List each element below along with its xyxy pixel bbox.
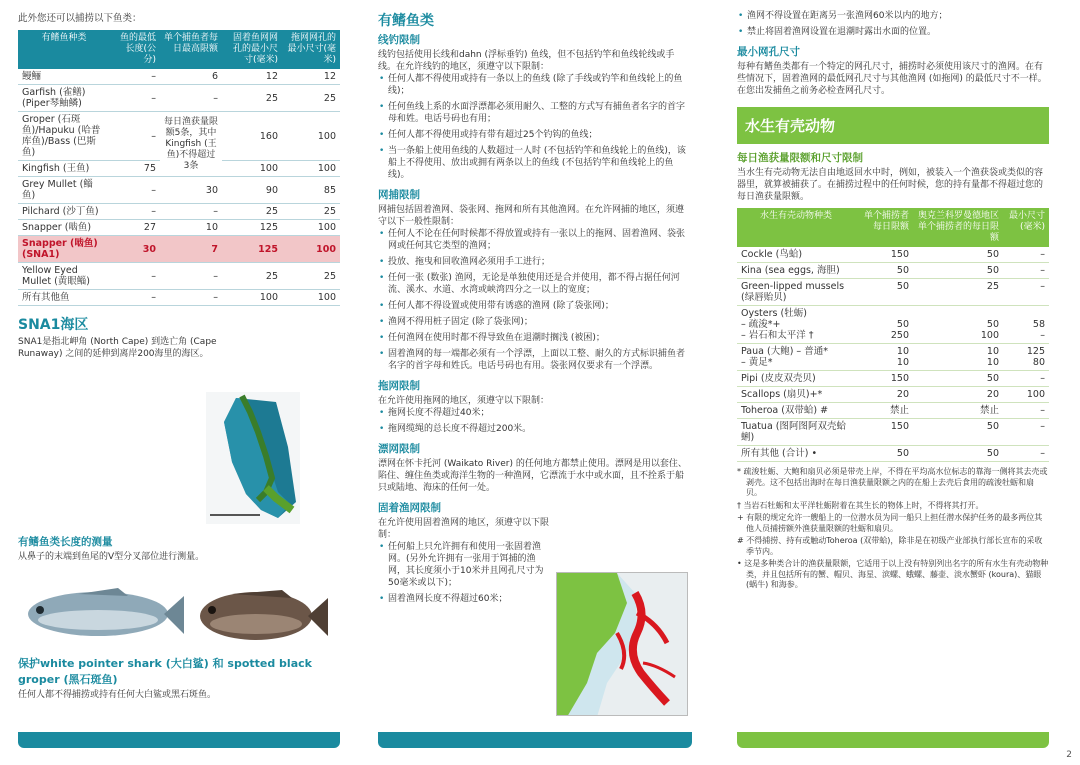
table-row <box>737 371 1049 387</box>
min-length: 75 <box>110 161 160 177</box>
intro-text: 此外您还可以捕捞以下鱼类： <box>18 13 142 24</box>
min-size: – <box>1003 263 1049 279</box>
min-size: 125 80 <box>1003 344 1049 371</box>
footnote: * 疏浚牡蛎、大鲍和扇贝必须是带壳上岸，不得在平均高水位标志的靠海一侧将其去壳或剥壳。这不包括出海时在每日渔获量限额之内的在船上去壳后食用的疏浚牡蛎和扇贝。 <box>737 467 1048 497</box>
header-species: 有鳍鱼种类 <box>18 30 110 69</box>
min-size: 100 <box>1003 387 1049 403</box>
daily-limit: 50 <box>855 263 913 279</box>
groper-fish-image <box>192 578 330 652</box>
table-row <box>18 69 340 85</box>
set-net-mesh: 90 <box>222 177 282 204</box>
list-item: • 任何鱼线上系的水面浮漂都必须用耐久、工整的方式写有捕鱼者名字的首字母和姓。电话号码也有用； <box>378 101 692 125</box>
footnote: # 不得捕捞、持有或触动Toheroa (双带蛤)，除非是在初级产业部执行部长宣布的采收季节内。 <box>737 536 1043 556</box>
drag-intro: 在允许使用拖网的地区，须遵守以下限制： <box>378 396 550 406</box>
drift-text: 漂网在怀卡托河 (Waikato River) 的任何地方都禁止使用。漂网是用以套住、陷住、缠住鱼类或海洋生物的一种渔网，它漂流于水中或水面，且不拴系于船只或陆地、海床的任何一处。 <box>378 459 687 493</box>
measure-text: 从鼻子的末端到鱼尾的V型分叉部位进行测量。 <box>18 552 205 562</box>
daily-limit: – <box>160 263 222 290</box>
table-row <box>18 112 340 161</box>
sna1-title: SNA1海区 <box>18 317 89 333</box>
table-row <box>737 446 1049 462</box>
list-item: • 任何人不论在任何时候都不得放置或持有一张以上的拖网、固着渔网、袋张网或任何其它类型的渔网； <box>378 228 692 252</box>
set-net-mesh: 25 <box>222 263 282 290</box>
species-name: Paua (大鲍) – 普通* – 黄足* <box>737 344 855 371</box>
drag-net-mesh: 100 <box>282 220 340 236</box>
auckland-limit: 20 <box>913 387 1003 403</box>
waikato-map-graphic <box>557 573 688 716</box>
daily-limit: 150 <box>855 419 913 446</box>
line-intro: 线钓包括使用长线和dahn (浮标垂钓) 鱼线，但不包括钓竿和鱼线轮线或手线。在允许线钓的地区，须遵守以下限制： <box>378 50 675 72</box>
table-row <box>18 290 340 306</box>
table-row <box>18 177 340 204</box>
species-name: Pipi (皮皮双壳贝) <box>737 371 855 387</box>
list-item: • 任何人都不得设置或使用带有诱惑的渔网 (除了袋张网)； <box>378 300 692 312</box>
min-size: – <box>1003 247 1049 263</box>
auckland-limit: 50 <box>913 247 1003 263</box>
measurement-section <box>18 534 340 563</box>
column-finfish-rules <box>378 10 692 609</box>
footer-bar-teal-middle <box>378 732 692 748</box>
set-intro: 在允许使用固着渔网的地区，须遵守以下限制： <box>378 518 550 540</box>
daily-limit: 20 <box>855 387 913 403</box>
min-size: – <box>1003 419 1049 446</box>
auckland-limit: 50 <box>913 419 1003 446</box>
table-row <box>18 263 340 290</box>
set-net-mesh: 125 <box>222 236 282 263</box>
drag-net-mesh: 12 <box>282 69 340 85</box>
set-rules-list <box>378 541 550 605</box>
sna1-map-graphic <box>206 392 300 524</box>
header-min-length: 鱼的最低长度(公分) <box>110 30 160 69</box>
daily-text: 当水生有壳动物无法自由地返回水中时，例如，被装入一个渔获袋或类似的容器里，就算被捕获了。在捕捞过程中的任何时候，您的持有量都不得超过您的每日渔获量限额。 <box>737 168 1044 202</box>
species-name: Toheroa (双带蛤) # <box>737 403 855 419</box>
daily-limit: – <box>160 204 222 220</box>
drift-title: 漂网限制 <box>378 443 420 455</box>
drag-title: 拖网限制 <box>378 380 420 392</box>
column-shellfish <box>737 10 1049 593</box>
min-length: – <box>110 204 160 220</box>
finfish-limits-table <box>18 30 340 306</box>
list-item: • 当一条船上使用鱼线的人数超过一人时 (不包括钓竿和鱼线轮上的鱼线)，该船上不得使用、放出或拥有两条以上的鱼线 (不包括钓竿和鱼线轮上的鱼线)。 <box>378 145 692 181</box>
daily-limit: 10 <box>160 220 222 236</box>
drag-net-mesh: 85 <box>282 177 340 204</box>
list-item: • 任何渔网在使用时都不得导致鱼在退潮时搁浅 (被困)； <box>378 332 692 344</box>
list-item: • 渔网不得用桩子固定 (除了袋张网)； <box>378 316 692 328</box>
net-rules-list <box>378 228 692 372</box>
drag-net-mesh: 100 <box>282 236 340 263</box>
header-species: 水生有壳动物种类 <box>737 208 855 247</box>
table-row <box>737 247 1049 263</box>
merged-daily-limit: 每日渔获量限额5条，其中Kingfish (王鱼)不得超过3条 <box>160 112 222 177</box>
header-set-net-mesh: 固着鱼网网孔的最小尺寸(毫米) <box>222 30 282 69</box>
table-row <box>737 403 1049 419</box>
auckland-limit: 50 <box>913 446 1003 462</box>
protect-text: 任何人都不得捕捞或持有任何大白鲨或黑石斑鱼。 <box>18 690 217 700</box>
species-name: Garfish (雀鳝)(Piper琴鲉鳞) <box>18 85 110 112</box>
sna1-map <box>206 392 300 524</box>
min-size: – <box>1003 446 1049 462</box>
min-length: 27 <box>110 220 160 236</box>
min-length: 30 <box>110 236 160 263</box>
species-name: Oysters (牡蛎) – 疏浚*+ – 岩石和太平洋 † <box>737 306 855 344</box>
set-net-mesh: 160 <box>222 112 282 161</box>
species-name: Cockle (鸟蛤) <box>737 247 855 263</box>
set-title: 固着渔网限制 <box>378 502 441 514</box>
drag-net-mesh: 25 <box>282 204 340 220</box>
daily-limit: 30 <box>160 177 222 204</box>
species-name: 所有其他鱼 <box>18 290 110 306</box>
species-name: Grey Mullet (鲻鱼) <box>18 177 110 204</box>
list-item: • 禁止将固着渔网设置在退潮时露出水面的位置。 <box>737 26 1049 38</box>
set-net-mesh: 12 <box>222 69 282 85</box>
table-row-highlighted-sna1 <box>18 236 340 263</box>
daily-limit: – <box>160 290 222 306</box>
min-size: – <box>1003 403 1049 419</box>
table-row <box>18 85 340 112</box>
min-size: – <box>1003 279 1049 306</box>
footnote: + 有限的规定允许一艘船上的一位潜水员为同一船只上担任潜水保护任务的最多两位其他人员捕捞额外渔获量限额的牡蛎和扇贝。 <box>737 513 1043 533</box>
sna1-text: SNA1是指北岬角 (North Cape) 到选亡角 (Cape Runaway) 之间的延伸到离岸200海里的海区。 <box>18 337 217 359</box>
net-continued-list <box>737 10 1049 38</box>
snapper-fish-image <box>18 578 186 652</box>
line-title: 线钓限制 <box>378 34 420 46</box>
header-min-size: 最小尺寸(毫米) <box>1003 208 1049 247</box>
min-size: 58 – <box>1003 306 1049 344</box>
table-row <box>737 279 1049 306</box>
list-item: • 任何船上只允许拥有和使用一张固着渔网。(另外允许拥有一张用于饵捕的渔网，其长度须小于10米并且网孔尺寸为50毫米或以下)； <box>378 541 550 589</box>
daily-limit: 10 10 <box>855 344 913 371</box>
daily-limit: 7 <box>160 236 222 263</box>
daily-limit: – <box>160 85 222 112</box>
species-name: 所有其他 (合计) • <box>737 446 855 462</box>
shellfish-footnotes <box>737 467 1049 591</box>
column-finfish-table <box>18 10 340 360</box>
drag-net-mesh: 100 <box>282 161 340 177</box>
list-item: • 任何一张 (数张) 渔网，无论是单独使用还是合并使用，都不得占据任何河流、溪水、水道、水湾或峡湾四分之一以上的宽度； <box>378 272 692 296</box>
auckland-limit: 50 <box>913 371 1003 387</box>
table-row <box>737 263 1049 279</box>
drag-rules-list <box>378 407 692 435</box>
list-item: • 任何人都不得使用或持有一条以上的鱼线 (除了手线或钓竿和鱼线轮上的鱼线)； <box>378 73 692 97</box>
list-item: • 固着渔网长度不得超过60米； <box>378 593 550 605</box>
table-row <box>737 344 1049 371</box>
min-length: – <box>110 69 160 85</box>
species-name: 鳗鲡 <box>18 69 110 85</box>
protection-section <box>18 655 340 701</box>
min-length: – <box>110 290 160 306</box>
min-length: – <box>110 112 160 161</box>
page-number: 2 <box>1066 750 1072 760</box>
list-item: • 固着渔网的每一端都必须有一个浮漂，上面以工整、耐久的方式标识捕鱼者名字的首字母和姓氏。电话号码也有用。袋张网仅要求有一个浮漂。 <box>378 348 692 372</box>
table-row <box>737 306 1049 344</box>
drag-net-mesh: 25 <box>282 263 340 290</box>
set-net-mesh: 25 <box>222 204 282 220</box>
species-name: Scallops (扇贝)+* <box>737 387 855 403</box>
list-item: • 拖网缆绳的总长度不得超过200米。 <box>378 423 692 435</box>
species-name: Pilchard (沙丁鱼) <box>18 204 110 220</box>
set-net-mesh: 25 <box>222 85 282 112</box>
header-auckland-limit: 奥克兰科罗曼德地区单个捕捞者的每日限额 <box>913 208 1003 247</box>
table-row <box>737 387 1049 403</box>
footer-bar-teal-left <box>18 732 340 748</box>
species-name: Green-lipped mussels (绿唇贻贝) <box>737 279 855 306</box>
header-daily-limit: 单个捕捞者每日限额 <box>855 208 913 247</box>
protect-title: 保护white pointer shark (大白鲨) 和 spotted black groper (黑石斑鱼) <box>18 657 312 686</box>
measure-title: 有鳍鱼类长度的测量 <box>18 536 113 548</box>
header-daily-limit: 单个捕鱼者每日最高限额 <box>160 30 222 69</box>
min-length: – <box>110 85 160 112</box>
table-row <box>18 204 340 220</box>
shellfish-limits-table <box>737 208 1049 462</box>
set-net-mesh: 100 <box>222 290 282 306</box>
list-item: • 投放、拖曳和回收渔网必须用手工进行； <box>378 256 692 268</box>
species-name: Tuatua (图阿图阿双壳蛤蜊) <box>737 419 855 446</box>
mesh-text: 每种有鳍鱼类都有一个特定的网孔尺寸，捕捞时必须使用该尺寸的渔网。在有些情况下，固着渔网的最低网孔尺寸与其他渔网 (如拖网) 的最低尺寸不一样。在您出发捕鱼之前务必检查网孔尺寸。 <box>737 62 1047 96</box>
daily-limit: 150 <box>855 371 913 387</box>
finfish-title: 有鳍鱼类 <box>378 13 434 29</box>
footnote: † 当岩石牡蛎和太平洋牡蛎附着在其生长的物体上时，不得将其打开。 <box>737 500 984 510</box>
species-name: Kingfish (王鱼) <box>18 161 110 177</box>
mesh-title: 最小网孔尺寸 <box>737 46 800 58</box>
table-row <box>737 419 1049 446</box>
set-net-mesh: 100 <box>222 161 282 177</box>
set-net-mesh: 125 <box>222 220 282 236</box>
auckland-limit: 10 10 <box>913 344 1003 371</box>
min-length: – <box>110 177 160 204</box>
daily-limit: 禁止 <box>855 403 913 419</box>
species-name: Snapper (啮鱼) <box>18 220 110 236</box>
daily-limit: 6 <box>160 69 222 85</box>
auckland-limit: 禁止 <box>913 403 1003 419</box>
min-length: – <box>110 263 160 290</box>
footer-bar-green-right <box>737 732 1049 748</box>
species-name: Snapper (啮鱼)(SNA1) <box>18 236 110 263</box>
auckland-limit: 50 <box>913 263 1003 279</box>
list-item: • 任何人都不得使用或持有带有超过25个钓钩的鱼线； <box>378 129 692 141</box>
daily-limit: 50 <box>855 446 913 462</box>
drag-net-mesh: 100 <box>282 290 340 306</box>
species-name: Groper (石斑鱼)/Hapuku (哈普库鱼)/Bass (巴斯鱼) <box>18 112 110 161</box>
auckland-limit: 25 <box>913 279 1003 306</box>
header-drag-net-mesh: 拖网网孔的最小尺寸(毫米) <box>282 30 340 69</box>
set-net-section <box>378 500 550 605</box>
drag-net-mesh: 25 <box>282 85 340 112</box>
daily-limit: 150 <box>855 247 913 263</box>
species-name: Yellow Eyed Mullet (黄眼鲻) <box>18 263 110 290</box>
list-item: • 拖网长度不得超过40米； <box>378 407 692 419</box>
daily-limit: 50 <box>855 279 913 306</box>
table-header-row <box>737 208 1049 247</box>
shellfish-table-body <box>737 247 1049 462</box>
footnote: • 这是多种类合计的渔获量限额，它适用于以上没有特别列出名字的所有水生有壳动物种类，并且包括所有的蟹、帽贝、海星、滨螺、蛾螺、藤壶、淡水蟹虾 (koura)、猫眼 (蜗牛) 和海参。 <box>737 559 1049 589</box>
daily-limit: 50 250 <box>855 306 913 344</box>
waikato-map <box>556 572 688 716</box>
daily-title: 每日渔获量限额和尺寸限制 <box>737 152 863 164</box>
list-item: • 渔网不得设置在距离另一张渔网60米以内的地方； <box>737 10 1049 22</box>
line-rules-list <box>378 73 692 181</box>
min-size: – <box>1003 371 1049 387</box>
net-title: 网捕限制 <box>378 189 420 201</box>
auckland-limit: 50 100 <box>913 306 1003 344</box>
drag-net-mesh: 100 <box>282 112 340 161</box>
shellfish-banner: 水生有壳动物 <box>737 107 1049 144</box>
table-header-row <box>18 30 340 69</box>
table-row <box>18 220 340 236</box>
net-intro: 网捕包括固着渔网、袋张网、拖网和所有其他渔网。在允许网捕的地区，须遵守以下一般性限制： <box>378 205 685 227</box>
species-name: Kina (sea eggs, 海胆) <box>737 263 855 279</box>
